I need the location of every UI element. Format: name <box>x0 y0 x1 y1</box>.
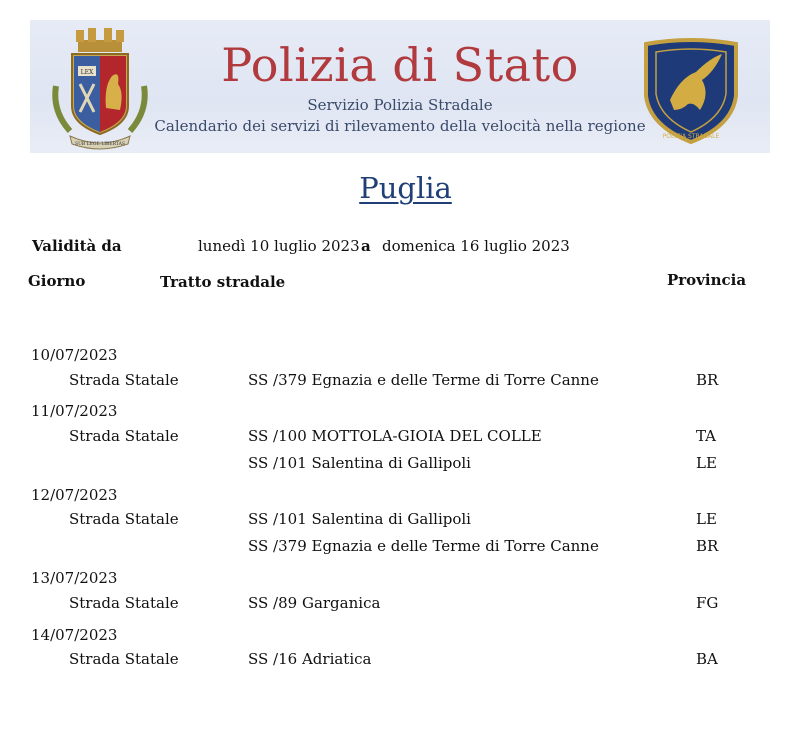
road-type: Strada Statale <box>69 650 179 668</box>
road-segment: SS /16 Adriatica <box>248 650 372 668</box>
road-segment: SS /100 MOTTOLA-GIOIA DEL COLLE <box>248 427 542 445</box>
validity-from-date: lunedì 10 luglio 2023 <box>198 237 360 255</box>
validity-to-date: domenica 16 luglio 2023 <box>382 237 570 255</box>
road-type: Strada Statale <box>69 510 179 528</box>
road-segment: SS /89 Garganica <box>248 594 381 612</box>
day-date: 12/07/2023 <box>31 486 118 504</box>
province-code: TA <box>696 427 717 445</box>
svg-text:POLIZIA STRADALE: POLIZIA STRADALE <box>662 133 720 140</box>
road-segment: SS /379 Egnazia e delle Terme di Torre Canne <box>248 371 599 389</box>
header-title: Polizia di Stato <box>221 38 579 92</box>
road-segment: SS /379 Egnazia e delle Terme di Torre Canne <box>248 537 599 555</box>
province-code: FG <box>696 594 719 612</box>
day-date: 11/07/2023 <box>31 402 118 420</box>
province-code: LE <box>696 454 717 472</box>
validity-separator: a <box>361 237 371 255</box>
column-header-province: Provincia <box>667 271 747 289</box>
province-code: BR <box>696 537 719 555</box>
header-subtitle: Servizio Polizia Stradale <box>307 96 493 114</box>
column-header-road: Tratto stradale <box>160 273 286 291</box>
svg-text:SUB LEGE LIBERTAS: SUB LEGE LIBERTAS <box>75 142 125 147</box>
column-header-day: Giorno <box>28 272 86 290</box>
province-code: BR <box>696 371 719 389</box>
day-date: 13/07/2023 <box>31 569 118 587</box>
road-segment: SS /101 Salentina di Gallipoli <box>248 510 471 528</box>
road-type: Strada Statale <box>69 427 179 445</box>
header-subtitle-calendar: Calendario dei servizi di rilevamento della velocità nella regione <box>154 117 646 135</box>
road-type: Strada Statale <box>69 371 179 389</box>
province-code: LE <box>696 510 717 528</box>
road-type: Strada Statale <box>69 594 179 612</box>
day-date: 14/07/2023 <box>31 626 118 644</box>
day-date: 10/07/2023 <box>31 346 118 364</box>
region-title: Puglia <box>359 171 452 205</box>
province-code: BA <box>696 650 718 668</box>
validity-label: Validità da <box>32 237 122 255</box>
road-segment: SS /101 Salentina di Gallipoli <box>248 454 471 472</box>
svg-text:LEX: LEX <box>80 69 94 76</box>
